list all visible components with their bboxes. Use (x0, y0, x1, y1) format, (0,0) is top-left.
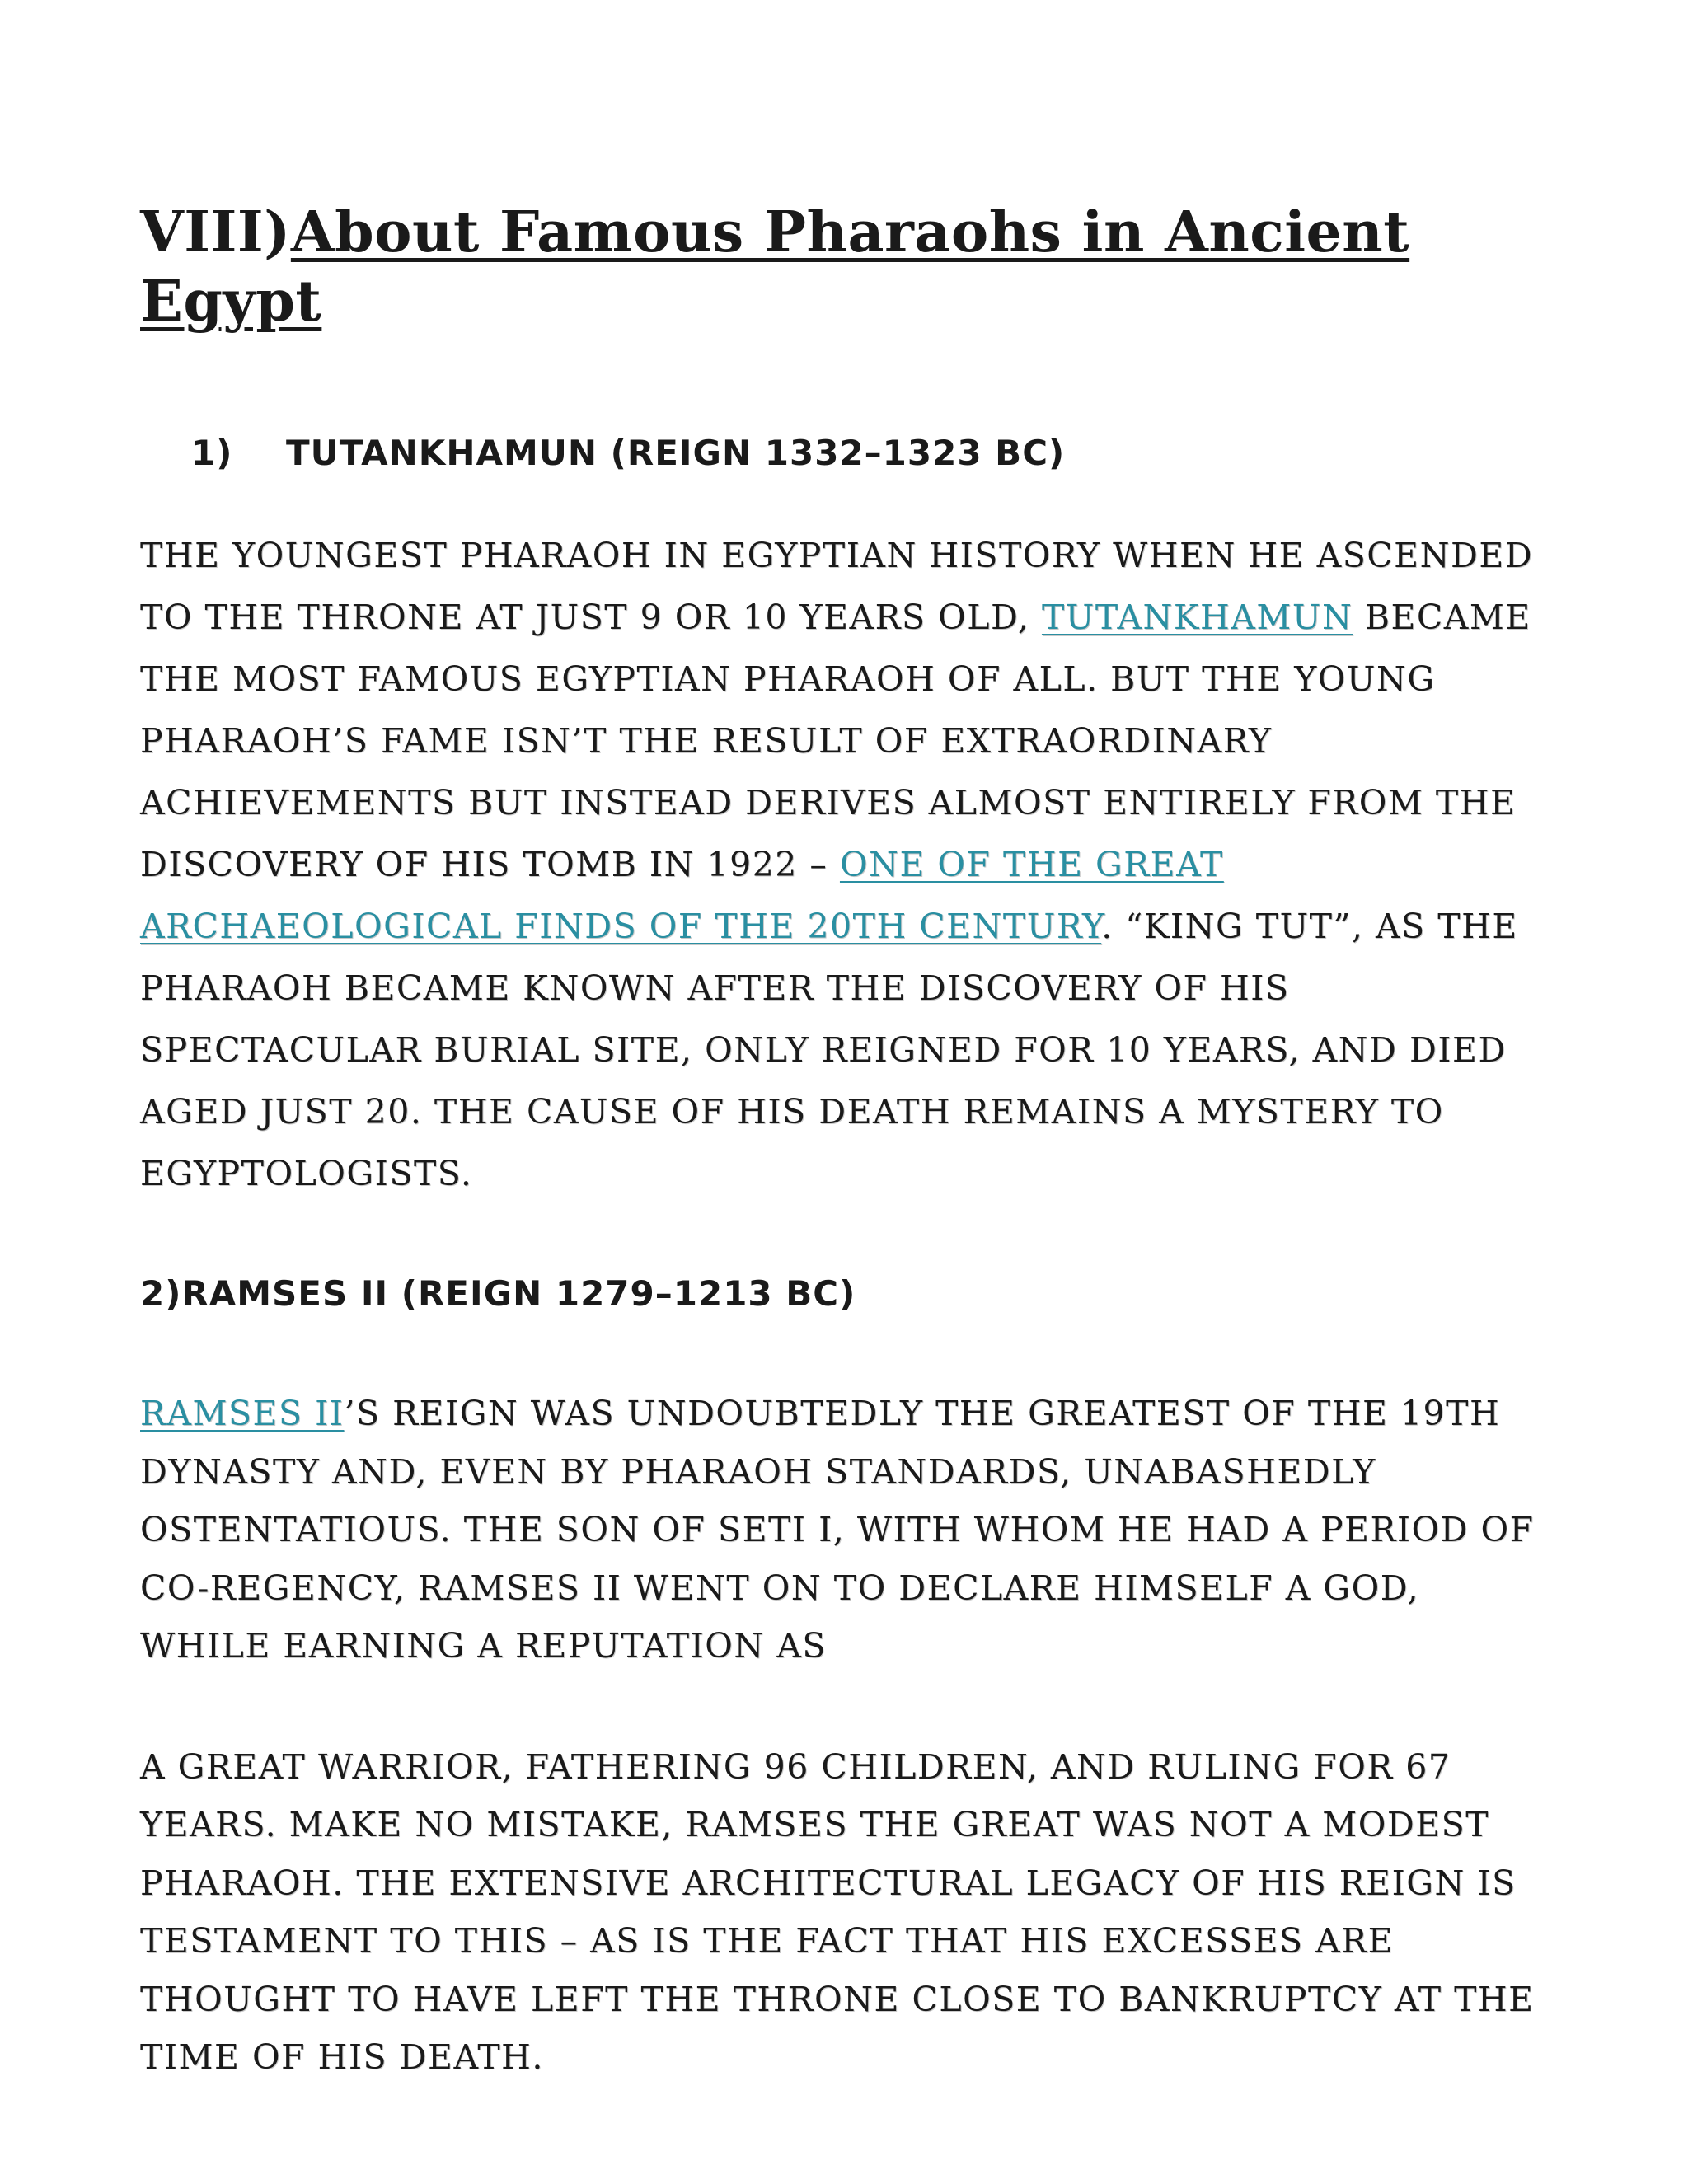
link-ramses-ii[interactable]: RAMSES II (140, 1394, 345, 1433)
paragraph-text: . “KING TUT”, AS THE PHARAOH BECAME KNOWN AFTER THE DISCOVERY OF HIS SPECTACULAR BURIAL SITE, ONLY REIGNED FOR 10 YEARS, AND DIED AGED JUST 20. THE CAUSE OF HIS DEATH REMAINS A MYSTERY TO EGYPTOLOGISTS. (140, 907, 1518, 1193)
title-prefix: VIII) (140, 199, 291, 265)
title-text: About Famous Pharaohs in Ancient Egypt (140, 199, 1410, 335)
page-title (140, 198, 1558, 336)
section-heading-text: TUTANKHAMUN (REIGN 1332–1323 BC) (286, 433, 1066, 473)
section-heading-ramses: 2)RAMSES II (REIGN 1279–1213 BC) (140, 1273, 856, 1314)
paragraph-text: THE YOUNGEST PHARAOH IN EGYPTIAN HISTORY WHEN HE ASCENDED TO THE THRONE AT JUST 9 OR 10 YEARS OLD, (140, 536, 1534, 637)
document-page (140, 198, 1558, 2087)
paragraph-text: ’S REIGN WAS UNDOUBTEDLY THE GREATEST OF THE 19TH DYNASTY AND, EVEN BY PHARAOH STANDARDS, UNABASHEDLY OSTENTATIOUS. THE SON OF SETI I, WITH WHOM HE HAD A PERIOD OF CO-REGENCY, RAMSES II WENT ON TO DECLARE HIMSELF A GOD, WHILE EARNING A REPUTATION AS (140, 1394, 1535, 1666)
paragraph-ramses-1 (140, 1385, 1541, 1675)
paragraph-tutankhamun (140, 525, 1541, 1205)
section-heading-tutankhamun (140, 429, 1558, 478)
paragraph-ramses-2: A GREAT WARRIOR, FATHERING 96 CHILDREN, AND RULING FOR 67 YEARS. MAKE NO MISTAKE, RAMSES THE GREAT WAS NOT A MODEST PHARAOH. THE EXTENSIVE ARCHITECTURAL LEGACY OF HIS REIGN IS TESTAMENT TO THIS – AS IS THE FACT THAT HIS EXCESSES ARE THOUGHT TO HAVE LEFT THE THRONE CLOSE TO BANKRUPTCY AT THE TIME OF HIS DEATH. (140, 1746, 1535, 2077)
link-archaeological-finds[interactable]: ONE OF THE GREAT ARCHAEOLOGICAL FINDS OF THE 20TH CENTURY (140, 845, 1224, 946)
link-tutankhamun[interactable]: TUTANKHAMUN (1041, 598, 1353, 637)
section-number: 1) (191, 433, 233, 473)
paragraph-text: BECAME THE MOST FAMOUS EGYPTIAN PHARAOH OF ALL. BUT THE YOUNG PHARAOH’S FAME ISN’T THE RESULT OF EXTRAORDINARY ACHIEVEMENTS BUT INSTEAD DERIVES ALMOST ENTIRELY FROM THE DISCOVERY OF HIS TOMB IN 1922 – (140, 598, 1531, 884)
